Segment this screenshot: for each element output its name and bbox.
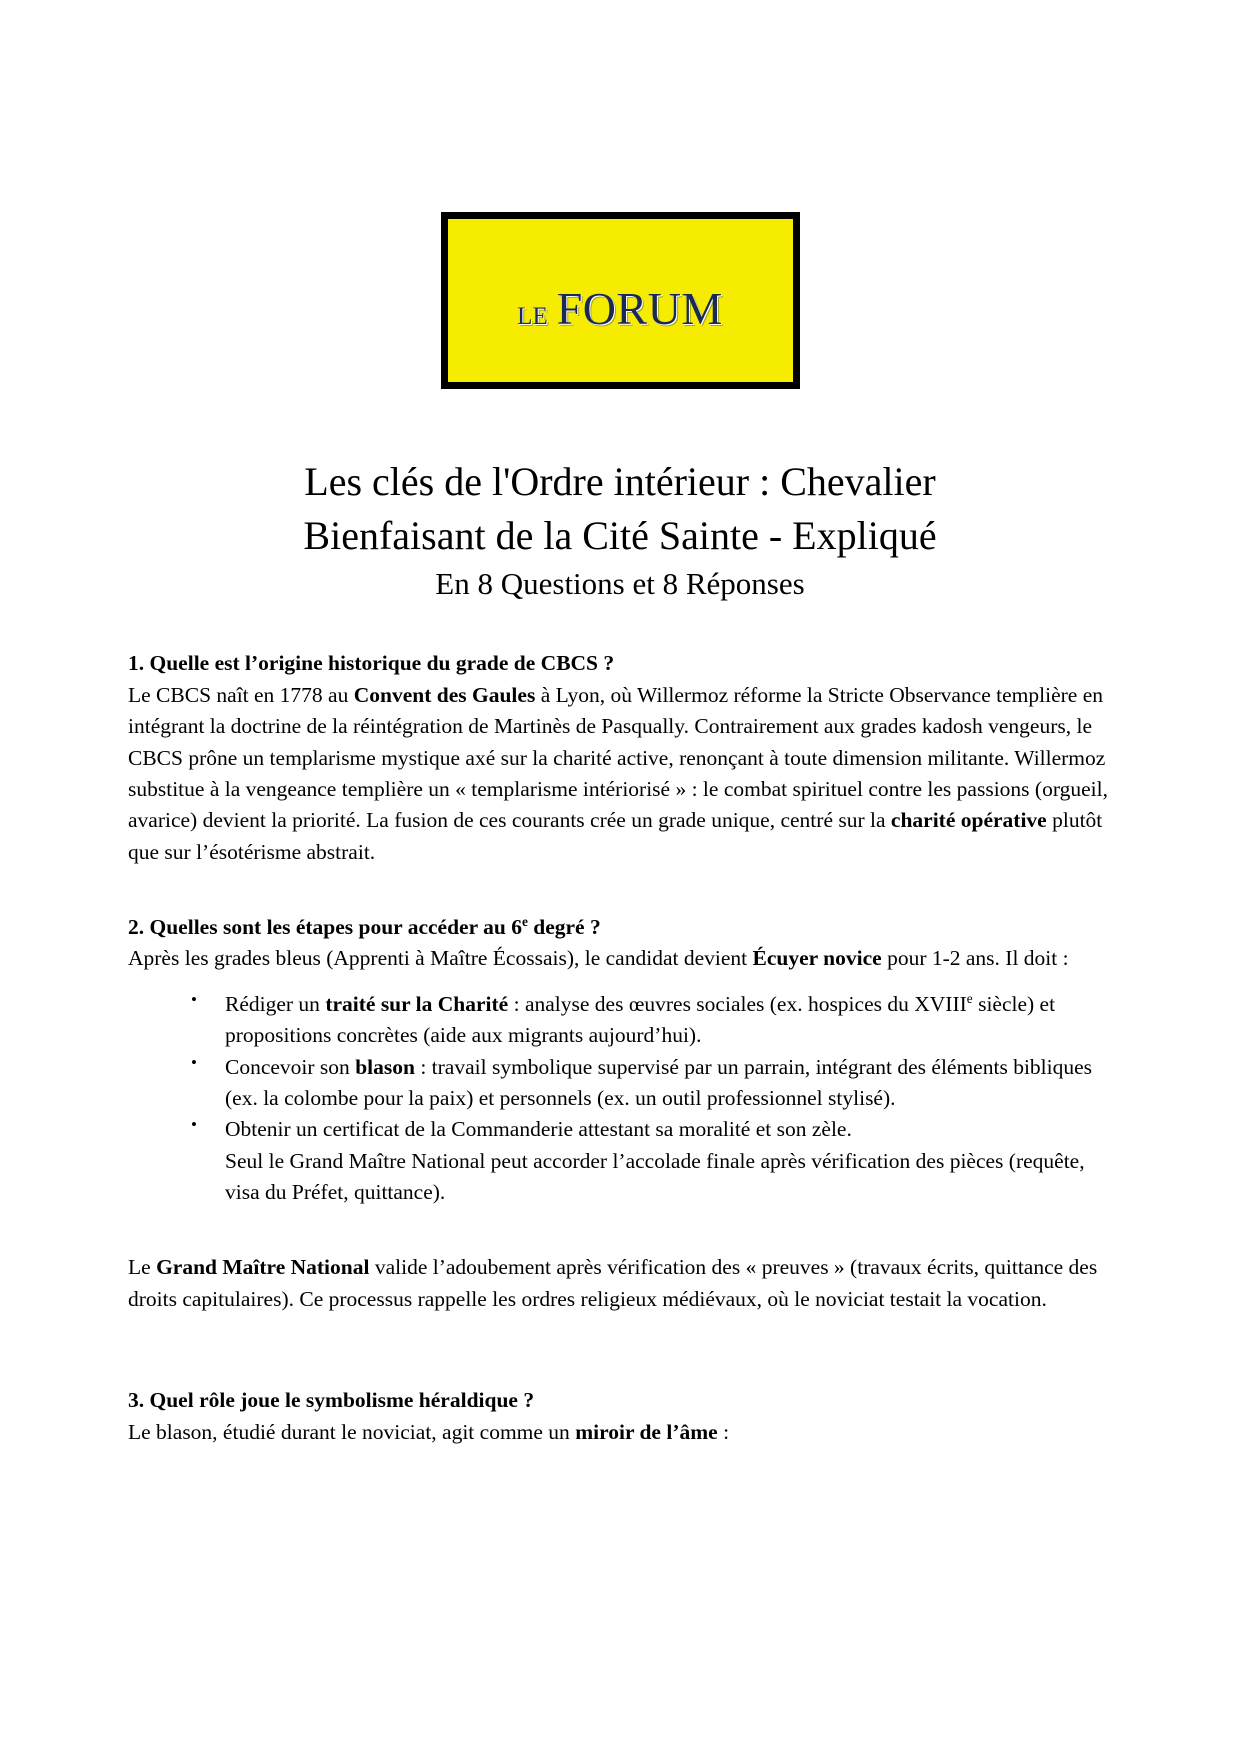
logo-word-forum: forum [556,265,723,339]
page-subtitle: En 8 Questions et 8 Réponses [435,566,805,602]
logo-text [517,265,723,339]
answer-1-paragraph: Le CBCS naît en 1778 au Convent des Gaules à Lyon, où Willermoz réforme la Stricte Observance templière en intégrant la doctrine de la réintégration de Martinès de Pasqually. Contrairement aux grades kadosh vengeurs, le CBCS prône un templarisme mystique axé sur la charité active, renonçant à toute dimension militante. Willermoz substitue à la vengeance templière un « templarisme intériorisé » : le combat spirituel contre les passions (orgueil, avarice) devient la priorité. La fusion de ces courants crée un grade unique, centré sur la charité opérative plutôt que sur l’ésotérisme abstrait. [128,682,1108,864]
logo-word-le: le [517,292,548,332]
list-item: • Rédiger un traité sur la Charité : analyse des œuvres sociales (ex. hospices du XVIIIe siècle) et propositions concrètes (aide aux migrants aujourd’hui). [188,989,1112,1052]
question-2-heading: 2. Quelles sont les étapes pour accéder au 6e degré ? [128,913,601,940]
page-title-line-2: Bienfaisant de la Cité Sainte - Expliqué [303,512,937,558]
page-title [120,455,1120,562]
spacer [128,1208,1112,1252]
answer-2-intro: Après les grades bleus (Apprenti à Maître Écossais), le candidat devient Écuyer novice pour 1-2 ans. Il doit : [128,946,1069,971]
answer-2-closing: Le Grand Maître National valide l’adoubement après vérification des « preuves » (travaux écrits, quittance des droits capitulaires). Ce processus rappelle les ordres religieux médiévaux, où le noviciat testait la vocation. [128,1255,1098,1311]
forum-logo [441,212,800,389]
spacer [128,975,1112,989]
question-1-heading: 1. Quelle est l’origine historique du grade de CBCS ? [128,651,615,676]
section-3 [128,1385,1112,1448]
document-body [0,648,1240,1448]
page-title-line-1: Les clés de l'Ordre intérieur : Chevalier [304,459,936,504]
section-2 [128,912,1112,1315]
question-3-heading: 3. Quel rôle joue le symbolisme héraldique ? [128,1388,535,1413]
logo-container [0,0,1240,389]
spacer [128,1359,1112,1385]
title-block [0,455,1240,604]
list-item: • Obtenir un certificat de la Commanderie attestant sa moralité et son zèle. Seul le Grand Maître National peut accorder l’accolade finale après vérification des pièces (requête, visa du Préfet, quittance). [188,1114,1112,1208]
spacer [128,1315,1112,1359]
list-item: • Concevoir son blason : travail symbolique supervisé par un parrain, intégrant des éléments bibliques (ex. la colombe pour la paix) et personnels (ex. un outil professionnel stylisé). [188,1052,1112,1115]
answer-2-bullet-list [128,989,1112,1209]
answer-3-paragraph: Le blason, étudié durant le noviciat, agit comme un miroir de l’âme : [128,1419,730,1444]
section-1 [128,648,1112,868]
spacer [128,868,1112,912]
